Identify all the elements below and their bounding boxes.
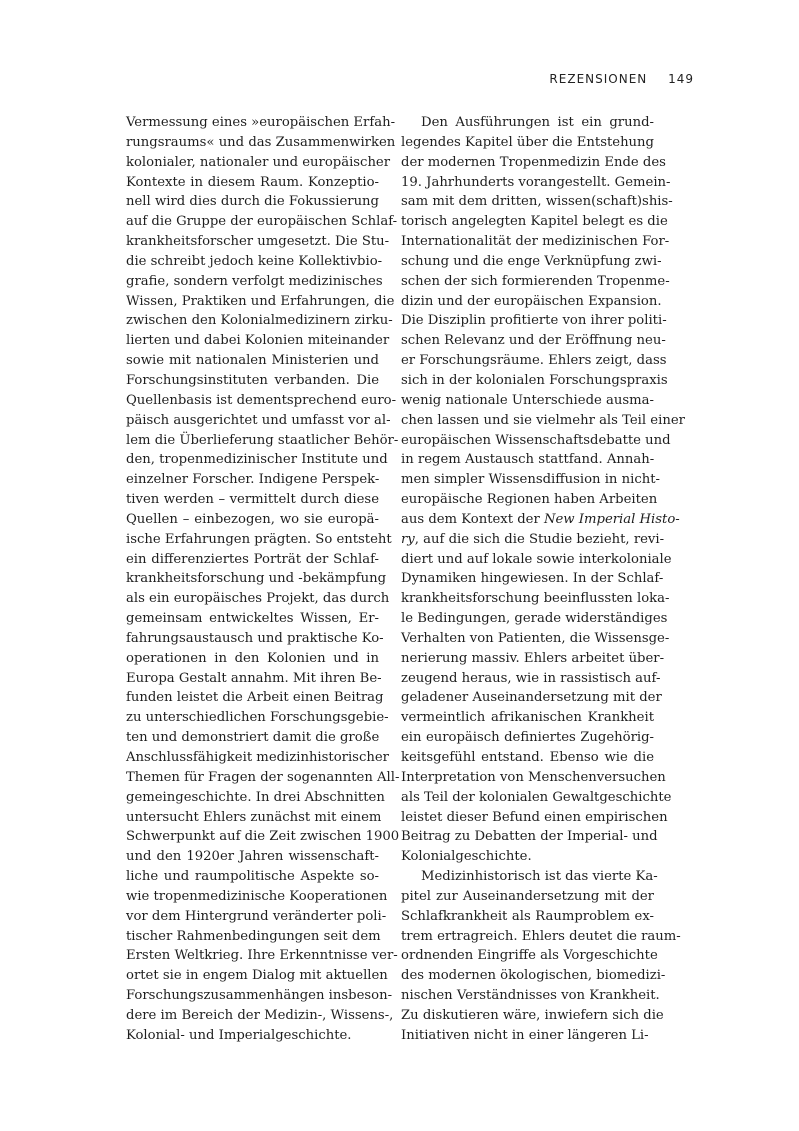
text-line: Zu diskutieren wäre, inwiefern sich die bbox=[401, 1007, 664, 1023]
text-line: den, tropenmedizinischer Institute und bbox=[126, 452, 388, 468]
text-line: Forschungszusammenhängen insbeson- bbox=[126, 988, 393, 1004]
text-line: gemeinsam entwickeltes Wissen, Er- bbox=[126, 611, 379, 627]
text-line: krankheitsforschung und -bekämpfung bbox=[126, 571, 387, 587]
text-line: Anschlussfähigkeit medizinhistorischer bbox=[126, 750, 389, 765]
text-line: Den Ausführungen ist ein grund- bbox=[421, 115, 654, 130]
text-line: lierten und dabei Kolonien miteinander bbox=[126, 333, 390, 349]
text-line: dere im Bereich der Medizin-, Wissens-, bbox=[126, 1007, 394, 1023]
text-line: und den 1920er Jahren wissenschaft- bbox=[126, 849, 379, 865]
text-line: Kontexte in diesem Raum. Konzeptio- bbox=[126, 174, 379, 190]
text-line: Schwerpunkt auf die Zeit zwischen 1900 bbox=[126, 829, 400, 845]
text-line: ein differenziertes Porträt der Schlaf- bbox=[126, 551, 379, 567]
text-line: die schreibt jedoch keine Kollektivbio- bbox=[126, 253, 383, 269]
text-line: Europa Gestalt annahm. Mit ihren Be- bbox=[126, 670, 382, 686]
text-line: päisch ausgerichtet und umfasst vor al- bbox=[126, 412, 391, 428]
text-line: Quellenbasis ist dementsprechend euro- bbox=[126, 392, 397, 408]
text-line: auf die Gruppe der europäischen Schlaf- bbox=[126, 214, 398, 230]
running-head bbox=[549, 72, 694, 86]
text-line: Initiativen nicht in einer längeren Li- bbox=[401, 1027, 649, 1043]
text-line: Verhalten von Patienten, die Wissensge- bbox=[401, 630, 670, 646]
text-line: Internationalität der medizinischen For- bbox=[401, 234, 670, 250]
text-line: untersucht Ehlers zunächst mit einem bbox=[126, 809, 382, 825]
text-line: leistet dieser Befund einen empirischen bbox=[401, 809, 668, 825]
text-line: vor dem Hintergrund veränderter poli- bbox=[126, 908, 387, 924]
text-line: gemeingeschichte. In drei Abschnitten bbox=[126, 789, 385, 805]
text-line: chen lassen und sie vielmehr als Teil einer bbox=[401, 412, 685, 428]
text-line: Medizinhistorisch ist das vierte Ka- bbox=[421, 869, 658, 885]
text-line: sowie mit nationalen Ministerien und bbox=[126, 353, 379, 369]
right-text-column bbox=[401, 113, 685, 1046]
text-line: ten und demonstriert damit die große bbox=[126, 730, 380, 746]
text-line: tiven werden – vermittelt durch diese bbox=[126, 492, 379, 508]
text-line: grafie, sondern verfolgt medizinisches bbox=[126, 273, 383, 289]
text-line: zwischen den Kolonialmedizinern zirku- bbox=[126, 313, 393, 329]
text-line: wenig nationale Unterschiede ausma- bbox=[401, 392, 654, 408]
text-line: Vermessung eines »europäischen Erfah- bbox=[126, 115, 396, 130]
text-line: Dynamiken hingewiesen. In der Schlaf- bbox=[401, 571, 664, 587]
text-line: torisch angelegten Kapitel belegt es die bbox=[401, 214, 668, 230]
text-line: Schlafkrankheit als Raumproblem ex- bbox=[401, 908, 654, 924]
text-line: lem die Überlieferung staatlicher Behör- bbox=[126, 432, 399, 448]
text-line: ortet sie in engem Dialog mit aktuellen bbox=[126, 968, 388, 984]
page-number: 149 bbox=[668, 72, 694, 86]
text-line: nischen Verständnisses von Krankheit. bbox=[401, 988, 660, 1004]
text-line: als ein europäisches Projekt, das durch bbox=[126, 591, 390, 607]
text-line: Ersten Weltkrieg. Ihre Erkenntnisse ver- bbox=[126, 948, 398, 964]
text-line: pitel zur Auseinandersetzung mit der bbox=[401, 888, 654, 904]
text-line: ein europäisch definiertes Zugehörig- bbox=[401, 730, 654, 746]
text-line: nerierung massiv. Ehlers arbeitet über- bbox=[401, 650, 665, 666]
text-line: Quellen – einbezogen, wo sie europä- bbox=[126, 511, 379, 527]
text-line: kolonialer, nationaler und europäischer bbox=[126, 154, 391, 170]
text-line: aus dem Kontext der New Imperial Histo- bbox=[401, 511, 680, 527]
text-line: des modernen ökologischen, biomedizi- bbox=[401, 968, 666, 984]
text-line: einzelner Forscher. Indigene Perspek- bbox=[126, 472, 380, 488]
text-line: zu unterschiedlichen Forschungsgebie- bbox=[126, 710, 389, 726]
text-line: krankheitsforschung beeinflussten loka- bbox=[401, 591, 670, 607]
italic-term: ry bbox=[401, 531, 415, 547]
text-line: Die Disziplin profitierte von ihrer politi- bbox=[401, 313, 667, 329]
italic-term: New Imperial Histo- bbox=[543, 511, 680, 527]
text-line: men simpler Wissensdiffusion in nicht- bbox=[401, 472, 660, 488]
text-line: legendes Kapitel über die Entstehung bbox=[401, 134, 654, 150]
text-line: schung und die enge Verknüpfung zwi- bbox=[401, 253, 662, 269]
text-line: krankheitsforscher umgesetzt. Die Stu- bbox=[126, 234, 390, 250]
text-line: zeugend heraus, wie in rassistisch auf- bbox=[401, 670, 661, 686]
text-line: keitsgefühl entstand. Ebenso wie die bbox=[401, 750, 654, 765]
text-line: ordnenden Eingriffe als Vorgeschichte bbox=[401, 948, 658, 964]
text-line: le Bedingungen, gerade widerständiges bbox=[401, 611, 668, 627]
text-line: sich in der kolonialen Forschungspraxis bbox=[401, 372, 668, 388]
text-line: liche und raumpolitische Aspekte so- bbox=[126, 869, 379, 885]
text-line: als Teil der kolonialen Gewaltgeschichte bbox=[401, 789, 672, 805]
text-line: operationen in den Kolonien und in bbox=[126, 650, 379, 666]
text-line: Forschungsinstituten verbanden. Die bbox=[126, 372, 379, 388]
text-line: Wissen, Praktiken und Erfahrungen, die bbox=[126, 293, 395, 309]
text-line: Interpretation von Menschenversuchen bbox=[401, 769, 666, 785]
text-line: ische Erfahrungen prägten. So entsteht bbox=[126, 531, 392, 547]
section-title: REZENSIONEN bbox=[549, 72, 648, 86]
text-line: europäischen Wissenschaftsdebatte und bbox=[401, 432, 671, 448]
text-line: Beitrag zu Debatten der Imperial- und bbox=[401, 829, 658, 845]
text-line: tischer Rahmenbedingungen seit dem bbox=[126, 928, 381, 944]
text-line: schen der sich formierenden Tropenme- bbox=[401, 273, 670, 289]
text-line: in regem Austausch stattfand. Annah- bbox=[401, 452, 655, 468]
text-line: nell wird dies durch die Fokussierung bbox=[126, 194, 379, 210]
text-line: europäische Regionen haben Arbeiten bbox=[401, 492, 658, 508]
text-line: diert und auf lokale sowie interkoloniale bbox=[401, 551, 672, 567]
text-line: geladener Auseinandersetzung mit der bbox=[401, 690, 662, 706]
text-line: rungsraums« und das Zusammenwirken bbox=[126, 134, 396, 150]
text-line: 19. Jahrhunderts vorangestellt. Gemein- bbox=[401, 174, 671, 190]
text-line: funden leistet die Arbeit einen Beitrag bbox=[126, 690, 384, 706]
text-line: Themen für Fragen der sogenannten All- bbox=[126, 769, 400, 785]
text-line: er Forschungsräume. Ehlers zeigt, dass bbox=[401, 353, 667, 369]
text-line: ry, auf die sich die Studie bezieht, revi- bbox=[401, 531, 665, 547]
text-line: trem ertragreich. Ehlers deutet die raum- bbox=[401, 928, 681, 944]
text-line: schen Relevanz und der Eröffnung neu- bbox=[401, 333, 666, 349]
text-line: Kolonialgeschichte. bbox=[401, 849, 532, 865]
text-line: dizin und der europäischen Expansion. bbox=[401, 293, 662, 309]
text-line: Kolonial- und Imperialgeschichte. bbox=[126, 1027, 352, 1043]
text-line: sam mit dem dritten, wissen(schaft)shis- bbox=[401, 194, 673, 210]
text-line: der modernen Tropenmedizin Ende des bbox=[401, 154, 666, 170]
text-line: vermeintlich afrikanischen Krankheit bbox=[401, 710, 654, 726]
text-line: fahrungsaustausch und praktische Ko- bbox=[126, 630, 384, 646]
left-text-column bbox=[126, 113, 400, 1046]
text-line: wie tropenmedizinische Kooperationen bbox=[126, 888, 388, 904]
